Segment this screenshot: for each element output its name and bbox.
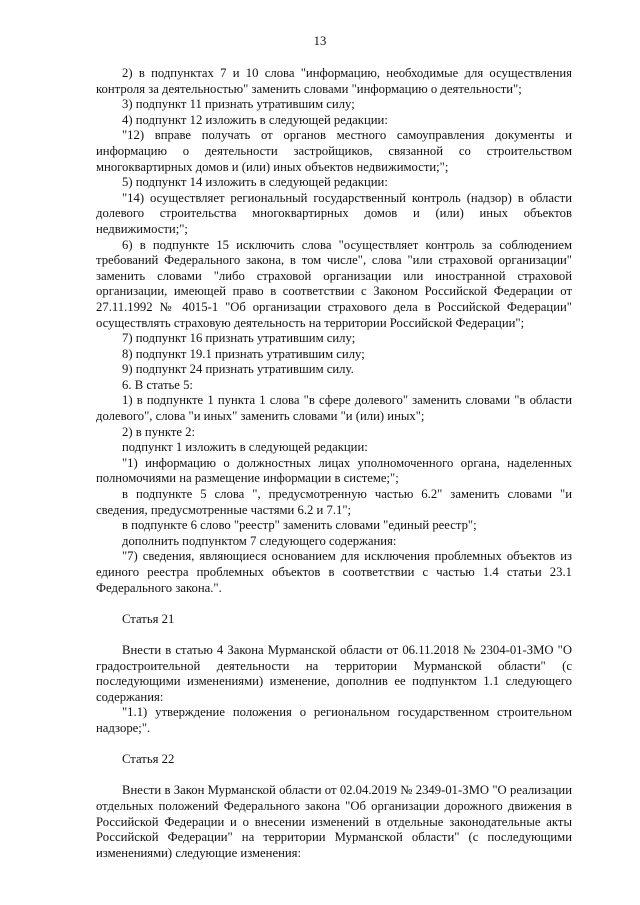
paragraph: 7) подпункт 16 признать утратившим силу; [122,331,356,346]
paragraph: 1) в подпункте 1 пункта 1 слова "в сфере долевого" заменить словами "в области долевого", слова "и иных" заменить словами "и (или) иных"; [96,393,572,424]
paragraph: "1.1) утверждение положения о региональном государственном строительном надзоре;". [96,705,572,735]
spacer [96,768,572,784]
paragraph: Внести в Закон Мурманской области от 02.04.2019 № 2349-01-ЗМО "О реализации отдельных положений Федерального закона "Об организации дорожного движения в Российской Федерации и о внесении изменений в отдельные законодательные акты Российской Федерации" на территории Мурманской области" (с последующими изменениями) следующие изменения: [96,783,572,860]
spacer [96,627,572,643]
paragraph: "7) сведения, являющиеся основанием для исключения проблемных объектов из единого реестра проблемных объектов в соответствии с частью 1.4 статьи 23.1 Федерального закона.". [96,549,572,595]
paragraph: 9) подпункт 24 признать утратившим силу. [122,362,354,377]
paragraph: 2) в пункте 2: [122,424,196,439]
paragraph: 3) подпункт 11 признать утратившим силу; [122,97,355,112]
paragraph: Внести в статью 4 Закона Мурманской области от 06.11.2018 № 2304-01-ЗМО "О градостроительной деятельности на территории Мурманской области" (с последующими изменениями) изменение, дополнив ее подпунктом 1.1 следующего содержания: [96,642,572,704]
paragraph: подпункт 1 изложить в следующей редакции: [122,440,368,455]
paragraph: в подпункте 6 слово "реестр" заменить словами "единый реестр"; [122,518,477,533]
spacer [96,596,572,612]
paragraph: 8) подпункт 19.1 признать утратившим силу; [122,346,365,361]
paragraph: 5) подпункт 14 изложить в следующей редакции: [122,175,388,190]
document-body [96,66,572,861]
paragraph: 2) в подпунктах 7 и 10 слова "информацию, необходимые для осуществления контроля за деятельностью" заменить словами "информацию о деятельности"; [96,66,572,96]
paragraph: в подпункте 5 слова ", предусмотренную частью 6.2" заменить словами "и сведения, предусмотренные частями 6.2 и 7.1"; [96,487,572,517]
spacer [96,737,572,753]
paragraph: 6) в подпункте 15 исключить слова "осуществляет контроль за соблюдением требований Федерального закона, в том числе", слова "или страховой организации" заменить словами "либо страховой организации или иностранной страховой организации, имеющей право в соответствии с Законом Российской Федерации от 27.11.1992 № 4015-1 "Об организации страхового дела в Российской Федерации" осуществлять страховую деятельность на территории Российской Федерации"; [96,237,572,330]
paragraph: 6. В статье 5: [122,377,193,392]
paragraph: "14) осуществляет региональный государственный контроль (надзор) в области долевого строительства многоквартирных домов и (или) иных объектов недвижимости;"; [96,190,572,236]
paragraph: "1) информацию о должностных лицах уполномоченного органа, наделенных полномочиями на размещение информации в системе;"; [96,455,572,486]
paragraph: 4) подпункт 12 изложить в следующей редакции: [122,112,388,127]
article-heading: Статья 21 [122,611,175,626]
article-heading: Статья 22 [122,752,175,767]
paragraph: "12) вправе получать от органов местного самоуправления документы и информацию о деятельности застройщиков, связанной со строительством многоквартирных домов и (или) иных объектов недвижимости;"; [96,128,572,174]
paragraph: дополнить подпунктом 7 следующего содержания: [122,533,397,548]
page-number: 13 [313,34,327,48]
